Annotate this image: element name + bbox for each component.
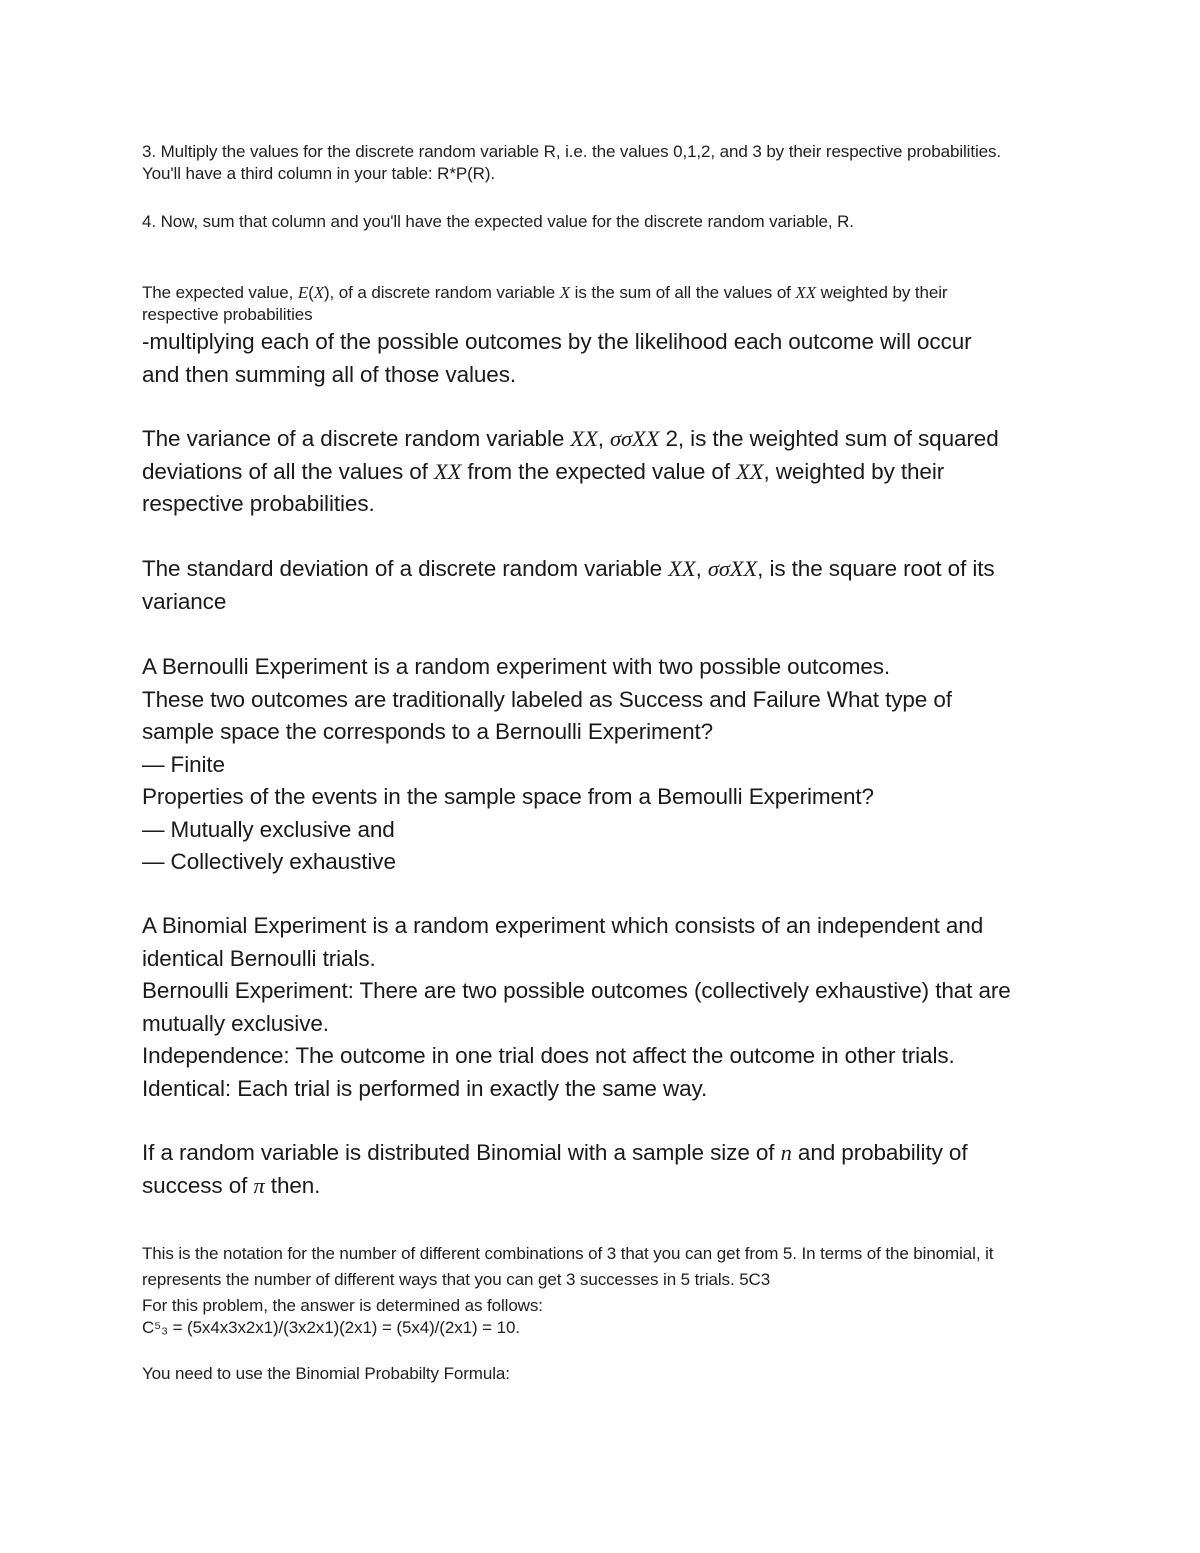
math-symbol: XX — [795, 283, 816, 302]
notation-line-3: For this problem, the answer is determined as follows: — [142, 1296, 543, 1315]
step-3-line-1: 3. Multiply the values for the discrete random variable R, i.e. the values 0,1,2, and 3 by their respective probabilities. — [142, 142, 1002, 161]
text-run: 2, is the weighted sum of squared — [659, 426, 999, 451]
math-symbol: π — [253, 1172, 265, 1198]
math-symbol: X — [559, 283, 571, 302]
stddev-line-2: variance — [142, 588, 227, 614]
math-symbol: n — [780, 1140, 792, 1165]
distributed-line-2 — [142, 1170, 1072, 1203]
notation-line-5: You need to use the Binomial Probabilty Formula: — [142, 1364, 510, 1383]
variance-definition — [142, 423, 1072, 521]
math-symbol: E — [297, 283, 309, 302]
math-symbol: XX — [668, 556, 696, 581]
variance-line-1 — [142, 423, 1072, 456]
explanation-line-1: -multiplying each of the possible outcomes by the likelihood each outcome will occur — [142, 329, 972, 354]
math-symbol: X — [313, 283, 324, 302]
explanation-line-2: and then summing all of those values. — [142, 361, 517, 387]
bernoulli-line: sample space the corresponds to a Bernoulli Experiment? — [142, 719, 714, 744]
math-symbol: XX — [570, 426, 598, 451]
binomial-line: mutually exclusive. — [142, 1010, 329, 1036]
bernoulli-line: — Collectively exhaustive — [142, 849, 396, 874]
text-run: and probability of — [791, 1140, 968, 1165]
text-run: is the sum of all the values of — [570, 283, 796, 302]
text-run: , — [695, 556, 708, 581]
expected-value-line-1 — [142, 282, 947, 304]
bernoulli-line: A Bernoulli Experiment is a random experiment with two possible outcomes. — [142, 654, 891, 679]
variance-line-3: respective probabilities. — [142, 491, 375, 516]
combination-solution — [142, 1295, 543, 1339]
text-run: from the expected value of — [461, 458, 737, 484]
stddev-line-1 — [142, 553, 1072, 586]
math-symbol: σσXX — [707, 556, 758, 581]
binomial-line: Independence: The outcome in one trial does not affect the outcome in other trials. — [142, 1043, 955, 1068]
step-3 — [142, 141, 1001, 185]
bernoulli-line: — Finite — [142, 751, 225, 777]
binomial-line: A Binomial Experiment is a random experiment which consists of an independent and — [142, 913, 984, 938]
binomial-distribution-statement — [142, 1137, 1072, 1202]
text-run: , is the square root of its — [757, 556, 995, 581]
notation-line-2: represents the number of different ways that you can get 3 successes in 5 trials. 5C3 — [142, 1270, 771, 1289]
notation-line-4: C⁵₃ = (5x4x3x2x1)/(3x2x1)(2x1) = (5x4)/(2x1) = 10. — [142, 1318, 520, 1337]
distributed-line-1 — [142, 1137, 1072, 1170]
bernoulli-line: Properties of the events in the sample space from a Bemoulli Experiment? — [142, 784, 874, 809]
expected-value-line-2: respective probabilities — [142, 305, 313, 324]
math-symbol: XX — [736, 458, 764, 484]
step-4 — [142, 211, 854, 233]
binomial-section — [142, 910, 1072, 1105]
binomial-line: Identical: Each trial is performed in exactly the same way. — [142, 1075, 708, 1101]
text-run: then. — [264, 1172, 321, 1198]
text-run: , — [597, 426, 611, 451]
math-symbol: XX — [433, 458, 462, 484]
variance-line-2 — [142, 456, 1072, 489]
combination-notation — [142, 1241, 993, 1293]
text-run: deviations of all the values of — [142, 458, 434, 484]
bernoulli-line: These two outcomes are traditionally labeled as Success and Failure What type of — [142, 686, 952, 712]
text-run: The expected value, — [142, 283, 298, 302]
text-run: ( — [308, 283, 314, 302]
bernoulli-line: — Mutually exclusive and — [142, 816, 395, 842]
expected-value-explanation — [142, 326, 1072, 391]
text-run: If a random variable is distributed Binomial with a sample size of — [142, 1140, 781, 1165]
text-run: success of — [142, 1172, 254, 1198]
notation-line-1: This is the notation for the number of different combinations of 3 that you can get from 5. In terms of the binomial, it — [142, 1244, 994, 1263]
binomial-line: Bernoulli Experiment: There are two possible outcomes (collectively exhaustive) that are — [142, 978, 1011, 1003]
math-symbol: σσXX — [610, 426, 660, 451]
binomial-formula-note — [142, 1363, 510, 1385]
binomial-line: identical Bernoulli trials. — [142, 945, 376, 971]
text-run: weighted by their — [816, 283, 948, 302]
text-run: The standard deviation of a discrete random variable — [142, 556, 669, 581]
text-run: ), of a discrete random variable — [323, 283, 560, 302]
bernoulli-section — [142, 651, 1072, 879]
step-4-line: 4. Now, sum that column and you'll have the expected value for the discrete random variable, R. — [142, 212, 854, 231]
standard-deviation-definition — [142, 553, 1072, 618]
expected-value-definition — [142, 282, 947, 326]
step-3-line-2: You'll have a third column in your table: R*P(R). — [142, 164, 496, 183]
text-run: The variance of a discrete random variable — [142, 426, 571, 451]
text-run: , weighted by their — [763, 458, 945, 484]
